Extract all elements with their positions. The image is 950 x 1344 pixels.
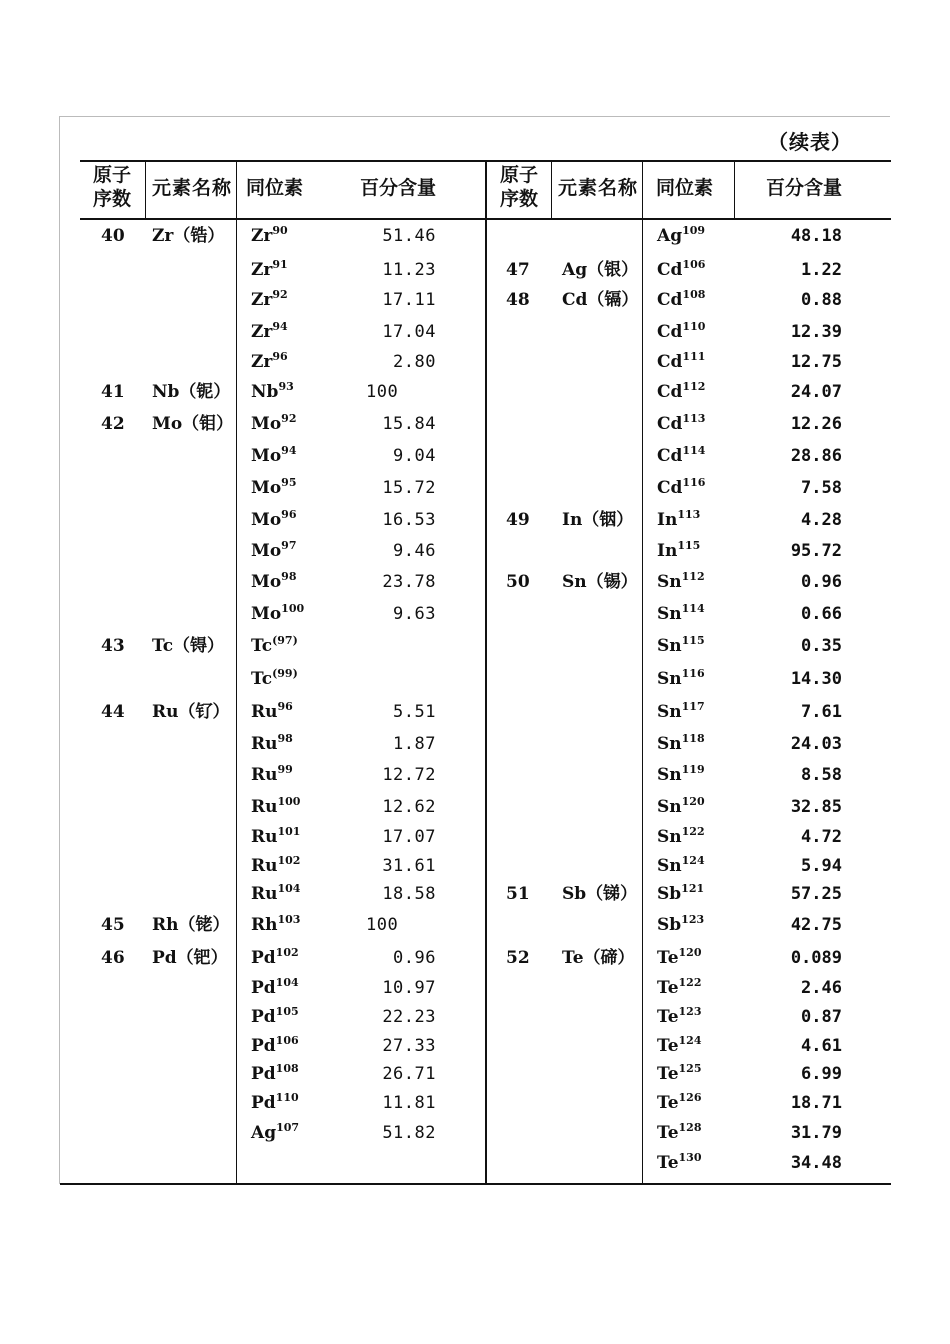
header-atomic-number-line2: 序数 [499, 187, 538, 210]
isotope-symbol: Te [657, 1153, 679, 1173]
isotope-symbol: Cd [657, 382, 683, 402]
atomic-number: 46 [101, 948, 125, 968]
isotope-mass-number: 102 [277, 854, 301, 867]
percent-abundance: 27.33 [382, 1036, 436, 1056]
percent-abundance: 23.78 [382, 572, 436, 592]
isotope [251, 382, 294, 402]
isotope-symbol: Zr [251, 322, 273, 342]
isotope-symbol: In [657, 541, 678, 561]
percent-abundance: 9.04 [393, 446, 436, 466]
atomic-number: 43 [101, 636, 125, 656]
element-name: Ag（银） [562, 260, 639, 280]
percent-abundance: 17.07 [382, 827, 436, 847]
percent-abundance: 18.71 [790, 1093, 842, 1113]
header-percent-right: 百分含量 [766, 177, 843, 199]
isotope [251, 1036, 299, 1056]
isotope-symbol: Sn [657, 797, 682, 817]
atomic-number: 40 [101, 226, 125, 246]
atomic-number: 49 [506, 510, 530, 530]
table-bottom-rule [60, 1183, 891, 1185]
isotope [657, 884, 704, 904]
isotope-mass-number: 119 [681, 763, 705, 776]
isotope-mass-number: 107 [276, 1121, 300, 1134]
isotope-mass-number: 110 [682, 320, 706, 333]
atomic-number: 45 [101, 915, 125, 935]
isotope [251, 446, 296, 466]
isotope-symbol: Sn [657, 734, 682, 754]
isotope [251, 636, 298, 656]
percent-abundance: 10.97 [382, 978, 436, 998]
isotope-mass-number: 99 [277, 763, 293, 776]
isotope-symbol: Rh [251, 915, 278, 935]
isotope-mass-number: 96 [281, 508, 297, 521]
isotope [657, 1123, 701, 1143]
header-isotope-right: 同位素 [656, 177, 714, 199]
header-atomic-number-line2: 序数 [92, 187, 131, 210]
percent-abundance: 9.46 [393, 541, 436, 561]
isotope-mass-number: 116 [681, 667, 705, 680]
element-name: Pd（钯） [152, 948, 228, 968]
percent-abundance: 5.94 [801, 856, 842, 876]
percent-abundance: 11.23 [382, 260, 436, 280]
isotope-symbol: Sn [657, 827, 682, 847]
isotope-mass-number: 120 [681, 795, 705, 808]
isotope-mass-number: 93 [278, 380, 294, 393]
isotope-symbol: Te [657, 978, 679, 998]
isotope-symbol: Ag [251, 1123, 277, 1143]
isotope [251, 1064, 299, 1084]
isotope-symbol: Cd [657, 352, 683, 372]
isotope [657, 1153, 701, 1173]
percent-abundance: 1.87 [393, 734, 436, 754]
isotope-symbol: Cd [657, 478, 683, 498]
isotope [657, 978, 701, 998]
isotope-mass-number: 94 [281, 444, 297, 457]
isotope [657, 1093, 701, 1113]
isotope-mass-number: 128 [678, 1121, 702, 1134]
element-name: Tc（锝） [152, 636, 225, 656]
isotope-mass-number: 110 [275, 1091, 299, 1104]
isotope [251, 827, 300, 847]
element-name: Sb（锑） [562, 884, 638, 904]
isotope-mass-number: 100 [277, 795, 301, 808]
percent-abundance: 12.75 [790, 352, 842, 372]
isotope [251, 734, 293, 754]
isotope-mass-number: 105 [275, 1005, 299, 1018]
percent-abundance: 4.28 [801, 510, 842, 530]
header-element-name-right: 元素名称 [557, 177, 638, 199]
percent-abundance: 51.46 [382, 226, 436, 246]
atomic-number: 52 [506, 948, 530, 968]
percent-abundance: 28.86 [790, 446, 842, 466]
isotope-symbol: Ru [251, 765, 278, 785]
element-name: Nb（铌） [152, 382, 231, 402]
isotope-mass-number: 108 [275, 1062, 299, 1075]
percent-abundance: 0.96 [801, 572, 842, 592]
isotope [251, 604, 304, 624]
isotope-mass-number: 126 [678, 1091, 702, 1104]
isotope [251, 856, 300, 876]
isotope-symbol: Ru [251, 856, 278, 876]
atomic-number: 44 [101, 702, 125, 722]
isotope [251, 478, 296, 498]
percent-abundance: 32.85 [790, 797, 842, 817]
header-percent-left: 百分含量 [360, 177, 437, 199]
atomic-number: 41 [101, 382, 125, 402]
percent-abundance: 95.72 [790, 541, 842, 561]
percent-abundance: 0.96 [393, 948, 436, 968]
isotope-symbol: Sn [657, 669, 682, 689]
percent-abundance: 5.51 [393, 702, 436, 722]
isotope-mass-number: 120 [678, 946, 702, 959]
scan-border-left [59, 116, 60, 1184]
isotope [251, 541, 296, 561]
isotope [657, 478, 705, 498]
isotope-mass-number: 124 [681, 854, 705, 867]
percent-abundance: 12.62 [382, 797, 436, 817]
atomic-number: 50 [506, 572, 530, 592]
isotope-mass-number: 112 [682, 380, 706, 393]
isotope-mass-number: 104 [277, 882, 301, 895]
isotope-symbol: Te [657, 1064, 679, 1084]
isotope-symbol: Pd [251, 1093, 276, 1113]
isotope [657, 734, 705, 754]
isotope-symbol: Nb [251, 382, 279, 402]
isotope-mass-number: 96 [277, 700, 293, 713]
isotope [657, 856, 705, 876]
percent-abundance: 1.22 [801, 260, 842, 280]
isotope-mass-number: 98 [277, 732, 293, 745]
isotope-mass-number: 122 [681, 825, 705, 838]
isotope-mass-number: 102 [275, 946, 299, 959]
isotope-symbol: Ru [251, 884, 278, 904]
element-name: Mo（钼） [152, 414, 234, 434]
percent-abundance: 6.99 [801, 1064, 842, 1084]
isotope [251, 669, 298, 689]
isotope [657, 226, 705, 246]
col-divider-2 [236, 160, 237, 1184]
isotope [251, 884, 300, 904]
atomic-number: 47 [506, 260, 530, 280]
percent-abundance: 14.30 [790, 669, 842, 689]
isotope-mass-number: 92 [281, 412, 297, 425]
isotope-mass-number: 125 [678, 1062, 702, 1075]
isotope-mass-number: 130 [678, 1151, 702, 1164]
percent-abundance: 24.07 [790, 382, 842, 402]
isotope-mass-number: (99) [272, 667, 298, 680]
isotope-symbol: Sn [657, 856, 682, 876]
percent-abundance: 12.72 [382, 765, 436, 785]
isotope [251, 1093, 299, 1113]
percent-abundance: 0.35 [801, 636, 842, 656]
percent-abundance: 2.80 [393, 352, 436, 372]
isotope-symbol: Ag [657, 226, 683, 246]
isotope [251, 702, 293, 722]
isotope [657, 827, 705, 847]
isotope-mass-number: 109 [682, 224, 706, 237]
isotope-symbol: Sn [657, 765, 682, 785]
percent-abundance: 100 [366, 382, 399, 402]
isotope-symbol: Te [657, 1007, 679, 1027]
isotope-symbol: Zr [251, 226, 273, 246]
isotope [251, 915, 300, 935]
isotope-mass-number: 114 [681, 602, 705, 615]
isotope-mass-number: 91 [272, 258, 288, 271]
percent-abundance: 15.72 [382, 478, 436, 498]
isotope-symbol: Zr [251, 352, 273, 372]
isotope-symbol: Mo [251, 572, 282, 592]
isotope-mass-number: 95 [281, 476, 297, 489]
isotope-symbol: Ru [251, 734, 278, 754]
atomic-number: 51 [506, 884, 530, 904]
isotope-symbol: Pd [251, 1064, 276, 1084]
isotope-mass-number: 92 [272, 288, 288, 301]
isotope [251, 414, 296, 434]
isotope-symbol: Te [657, 1123, 679, 1143]
isotope [657, 636, 705, 656]
isotope-symbol: Zr [251, 260, 273, 280]
isotope [657, 797, 705, 817]
isotope [657, 1007, 701, 1027]
isotope [251, 290, 288, 310]
element-name: Zr（锆） [152, 226, 225, 246]
percent-abundance: 7.61 [801, 702, 842, 722]
percent-abundance: 16.53 [382, 510, 436, 530]
isotope [657, 572, 705, 592]
element-name: Rh（铑） [152, 915, 230, 935]
element-name: Cd（镉） [562, 290, 639, 310]
percent-abundance: 57.25 [790, 884, 842, 904]
isotope-mass-number: 90 [272, 224, 288, 237]
isotope [657, 260, 705, 280]
isotope-mass-number: 97 [281, 539, 297, 552]
percent-abundance: 31.61 [382, 856, 436, 876]
isotope-symbol: Ru [251, 702, 278, 722]
isotope-mass-number: 114 [682, 444, 706, 457]
percent-abundance: 17.11 [382, 290, 436, 310]
percent-abundance: 7.58 [801, 478, 842, 498]
isotope [657, 765, 705, 785]
isotope [251, 226, 288, 246]
isotope-mass-number: 103 [277, 913, 301, 926]
isotope-symbol: Pd [251, 1007, 276, 1027]
isotope-mass-number: 124 [678, 1034, 702, 1047]
isotope-symbol: Cd [657, 414, 683, 434]
isotope-symbol: Ru [251, 797, 278, 817]
percent-abundance: 0.66 [801, 604, 842, 624]
isotope-symbol: Sn [657, 702, 682, 722]
isotope-symbol: Mo [251, 541, 282, 561]
isotope [251, 797, 300, 817]
percent-abundance: 11.81 [382, 1093, 436, 1113]
isotope-mass-number: 118 [681, 732, 705, 745]
continued-label: （续表） [768, 130, 852, 154]
isotope-mass-number: 111 [682, 350, 706, 363]
isotope-mass-number: 112 [681, 570, 705, 583]
isotope [251, 260, 288, 280]
percent-abundance: 34.48 [790, 1153, 842, 1173]
percent-abundance: 51.82 [382, 1123, 436, 1143]
isotope [657, 1064, 701, 1084]
isotope-symbol: Mo [251, 604, 282, 624]
scan-border-top [60, 116, 890, 117]
isotope-symbol: Cd [657, 322, 683, 342]
isotope-mass-number: 101 [277, 825, 301, 838]
isotope-symbol: Cd [657, 446, 683, 466]
percent-abundance: 48.18 [790, 226, 842, 246]
isotope-symbol: Pd [251, 1036, 276, 1056]
isotope [251, 352, 288, 372]
isotope [657, 382, 705, 402]
header-atomic-number-right [488, 164, 550, 212]
isotope-symbol: Pd [251, 978, 276, 998]
atomic-number: 48 [506, 290, 530, 310]
isotope [251, 572, 296, 592]
isotope-mass-number: 98 [281, 570, 297, 583]
percent-abundance: 0.87 [801, 1007, 842, 1027]
isotope-symbol: Sb [657, 915, 682, 935]
isotope-mass-number: 116 [682, 476, 706, 489]
isotope-symbol: Tc [251, 669, 273, 689]
isotope [251, 1007, 299, 1027]
percent-abundance: 0.089 [790, 948, 842, 968]
percent-abundance: 26.71 [382, 1064, 436, 1084]
col-divider-4 [642, 160, 643, 1184]
isotope [657, 915, 704, 935]
isotope [657, 1036, 701, 1056]
header-atomic-number-left [80, 164, 144, 212]
isotope-symbol: Pd [251, 948, 276, 968]
percent-abundance: 12.26 [790, 414, 842, 434]
isotope [657, 322, 705, 342]
isotope-mass-number: 121 [681, 882, 705, 895]
percent-abundance: 24.03 [790, 734, 842, 754]
percent-abundance: 18.58 [382, 884, 436, 904]
isotope [251, 948, 299, 968]
percent-abundance: 15.84 [382, 414, 436, 434]
element-name: Sn（锡） [562, 572, 638, 592]
element-name: Te（碲） [562, 948, 635, 968]
isotope [657, 541, 700, 561]
isotope-symbol: Sb [657, 884, 682, 904]
isotope [251, 322, 288, 342]
isotope-symbol: Tc [251, 636, 273, 656]
isotope-symbol: Zr [251, 290, 273, 310]
element-name: In（铟） [562, 510, 634, 530]
isotope-mass-number: 113 [682, 412, 706, 425]
isotope-symbol: Cd [657, 290, 683, 310]
isotope [251, 510, 296, 530]
header-isotope-left: 同位素 [246, 177, 304, 199]
percent-abundance: 4.61 [801, 1036, 842, 1056]
isotope-symbol: Sn [657, 636, 682, 656]
isotope-symbol: Mo [251, 478, 282, 498]
isotope-mass-number: 108 [682, 288, 706, 301]
isotope-mass-number: 104 [275, 976, 299, 989]
col-divider-5 [734, 160, 735, 220]
percent-abundance: 9.63 [393, 604, 436, 624]
percent-abundance: 17.04 [382, 322, 436, 342]
isotope-symbol: Cd [657, 260, 683, 280]
isotope-symbol: Ru [251, 827, 278, 847]
isotope [251, 1123, 299, 1143]
isotope-symbol: Sn [657, 604, 682, 624]
header-element-name-left: 元素名称 [151, 177, 232, 199]
isotope-mass-number: 106 [275, 1034, 299, 1047]
isotope-symbol: In [657, 510, 678, 530]
isotope-symbol: Sn [657, 572, 682, 592]
percent-abundance: 22.23 [382, 1007, 436, 1027]
isotope-mass-number: 123 [678, 1005, 702, 1018]
isotope [657, 948, 701, 968]
header-atomic-number-line1: 原子 [92, 164, 131, 186]
isotope-symbol: Te [657, 1093, 679, 1113]
percent-abundance: 31.79 [790, 1123, 842, 1143]
isotope [657, 702, 705, 722]
isotope [657, 604, 705, 624]
percent-abundance: 42.75 [790, 915, 842, 935]
isotope [657, 290, 705, 310]
isotope-mass-number: 113 [677, 508, 701, 521]
isotope-symbol: Mo [251, 446, 282, 466]
isotope-symbol: Te [657, 1036, 679, 1056]
isotope-mass-number: 122 [678, 976, 702, 989]
isotope-mass-number: (97) [272, 634, 298, 647]
header-atomic-number-line1: 原子 [499, 164, 538, 186]
isotope-mass-number: 100 [281, 602, 305, 615]
isotope [657, 414, 705, 434]
isotope-mass-number: 117 [681, 700, 705, 713]
isotope-mass-number: 96 [272, 350, 288, 363]
col-divider-center [485, 160, 487, 1184]
element-name: Ru（钌） [152, 702, 230, 722]
percent-abundance: 100 [366, 915, 399, 935]
isotope-mass-number: 115 [681, 634, 705, 647]
isotope-symbol: Mo [251, 510, 282, 530]
isotope-mass-number: 106 [682, 258, 706, 271]
percent-abundance: 2.46 [801, 978, 842, 998]
isotope-symbol: Te [657, 948, 679, 968]
isotope [251, 978, 299, 998]
isotope [657, 669, 705, 689]
isotope [657, 352, 705, 372]
percent-abundance: 8.58 [801, 765, 842, 785]
isotope [657, 446, 705, 466]
percent-abundance: 0.88 [801, 290, 842, 310]
isotope [657, 510, 700, 530]
percent-abundance: 12.39 [790, 322, 842, 342]
atomic-number: 42 [101, 414, 125, 434]
isotope-mass-number: 115 [677, 539, 701, 552]
isotope-mass-number: 123 [681, 913, 705, 926]
isotope [251, 765, 293, 785]
isotope-mass-number: 94 [272, 320, 288, 333]
percent-abundance: 4.72 [801, 827, 842, 847]
isotope-symbol: Mo [251, 414, 282, 434]
